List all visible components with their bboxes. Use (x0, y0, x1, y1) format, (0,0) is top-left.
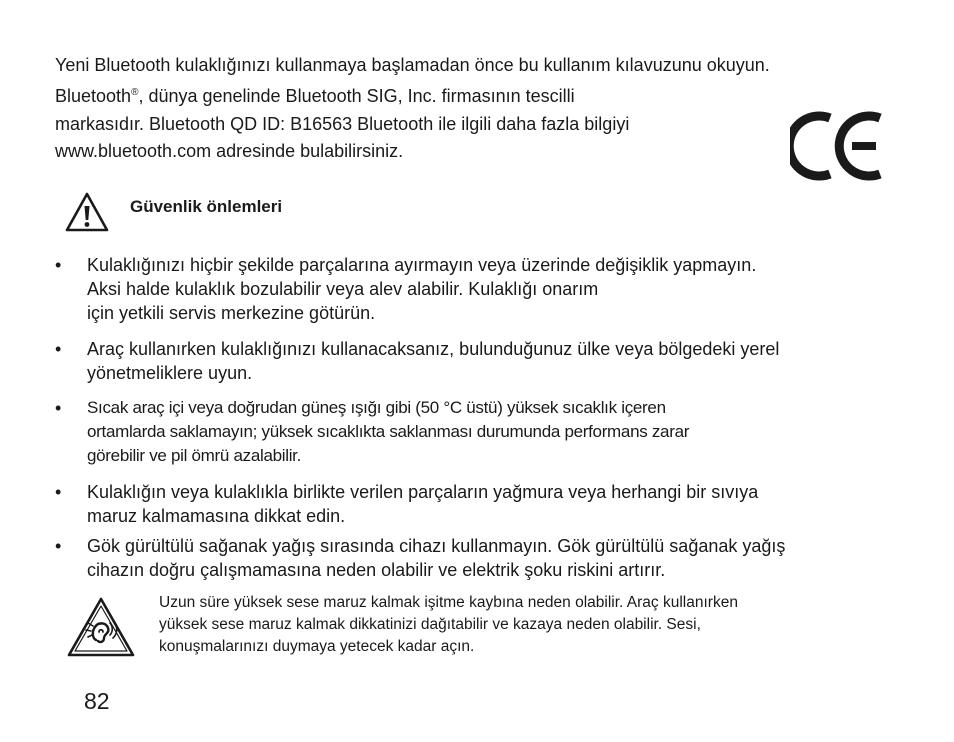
bullet-line: maruz kalmamasına dikkat edin. (87, 506, 346, 526)
note-line: konuşmalarınızı duymaya yetecek kadar açın. (159, 638, 475, 655)
bluetooth-word: Bluetooth (55, 86, 132, 106)
safety-heading: Güvenlik önlemleri (130, 197, 283, 216)
hearing-warning-text (159, 592, 738, 658)
note-line: Uzun süre yüksek sese maruz kalmak işitme kaybına neden olabilir. Araç kullanırken (159, 594, 738, 611)
page-number: 82 (84, 688, 110, 714)
intro-text: Yeni Bluetooth kulaklığınızı kullanmaya başlamadan önce bu kullanım kılavuzunu okuyun. (55, 55, 770, 75)
bullet-line: Kulaklığınızı hiçbir şekilde parçalarına ayırmayın veya üzerinde değişiklik yapmayın. (87, 255, 757, 275)
bullet-line: yönetmeliklere uyun. (87, 363, 253, 383)
bullet-line: Araç kullanırken kulaklığınızı kullanacaksanız, bulunduğunuz ülke veya bölgedeki yerel (87, 339, 780, 359)
bullet-mark: • (55, 255, 62, 275)
bullet-mark: • (55, 536, 62, 556)
bullet-mark: • (55, 482, 62, 502)
note-line: yüksek sese maruz kalmak dikkatinizi dağıtabilir ve kazaya neden olabilir. Sesi, (159, 616, 701, 633)
bullet-line: Sıcak araç içi veya doğrudan güneş ışığı gibi (50 °C üstü) yüksek sıcaklık içeren (87, 398, 666, 417)
bullet-line: için yetkili servis merkezine götürün. (87, 303, 376, 323)
bluetooth-line-2: markasıdır. Bluetooth QD ID: B16563 Bluetooth ile ilgili daha fazla bilgiyi (55, 113, 630, 134)
bullet-mark: • (55, 398, 62, 418)
warning-triangle-icon (64, 191, 110, 233)
bluetooth-line-1 (55, 83, 629, 111)
hearing-warning-icon (66, 596, 136, 658)
registered-mark: ® (131, 87, 139, 98)
bullet-mark: • (55, 339, 62, 359)
bullet-line: ortamlarda saklamayın; yüksek sıcaklıkta saklanması durumunda performans zarar (87, 422, 690, 441)
bullet-line: görebilir ve pil ömrü azalabilir. (87, 446, 302, 465)
bullet-line: Gök gürültülü sağanak yağış sırasında cihazı kullanmayın. Gök gürültülü sağanak yağış (87, 536, 786, 556)
bluetooth-line-1-rest: , dünya genelinde Bluetooth SIG, Inc. firmasının tescilli (138, 86, 575, 106)
ce-mark-icon (790, 110, 885, 182)
bullet-line: Aksi halde kulaklık bozulabilir veya alev alabilir. Kulaklığı onarım (87, 279, 599, 299)
bullet-line: cihazın doğru çalışmamasına neden olabilir ve elektrik şoku riskini artırır. (87, 560, 666, 580)
bullet-line: Kulaklığın veya kulaklıkla birlikte verilen parçaların yağmura veya herhangi bir sıvıya (87, 482, 759, 502)
bluetooth-line-3: www.bluetooth.com adresinde bulabilirsiniz. (55, 141, 404, 161)
bluetooth-trademark-notice (55, 83, 629, 166)
